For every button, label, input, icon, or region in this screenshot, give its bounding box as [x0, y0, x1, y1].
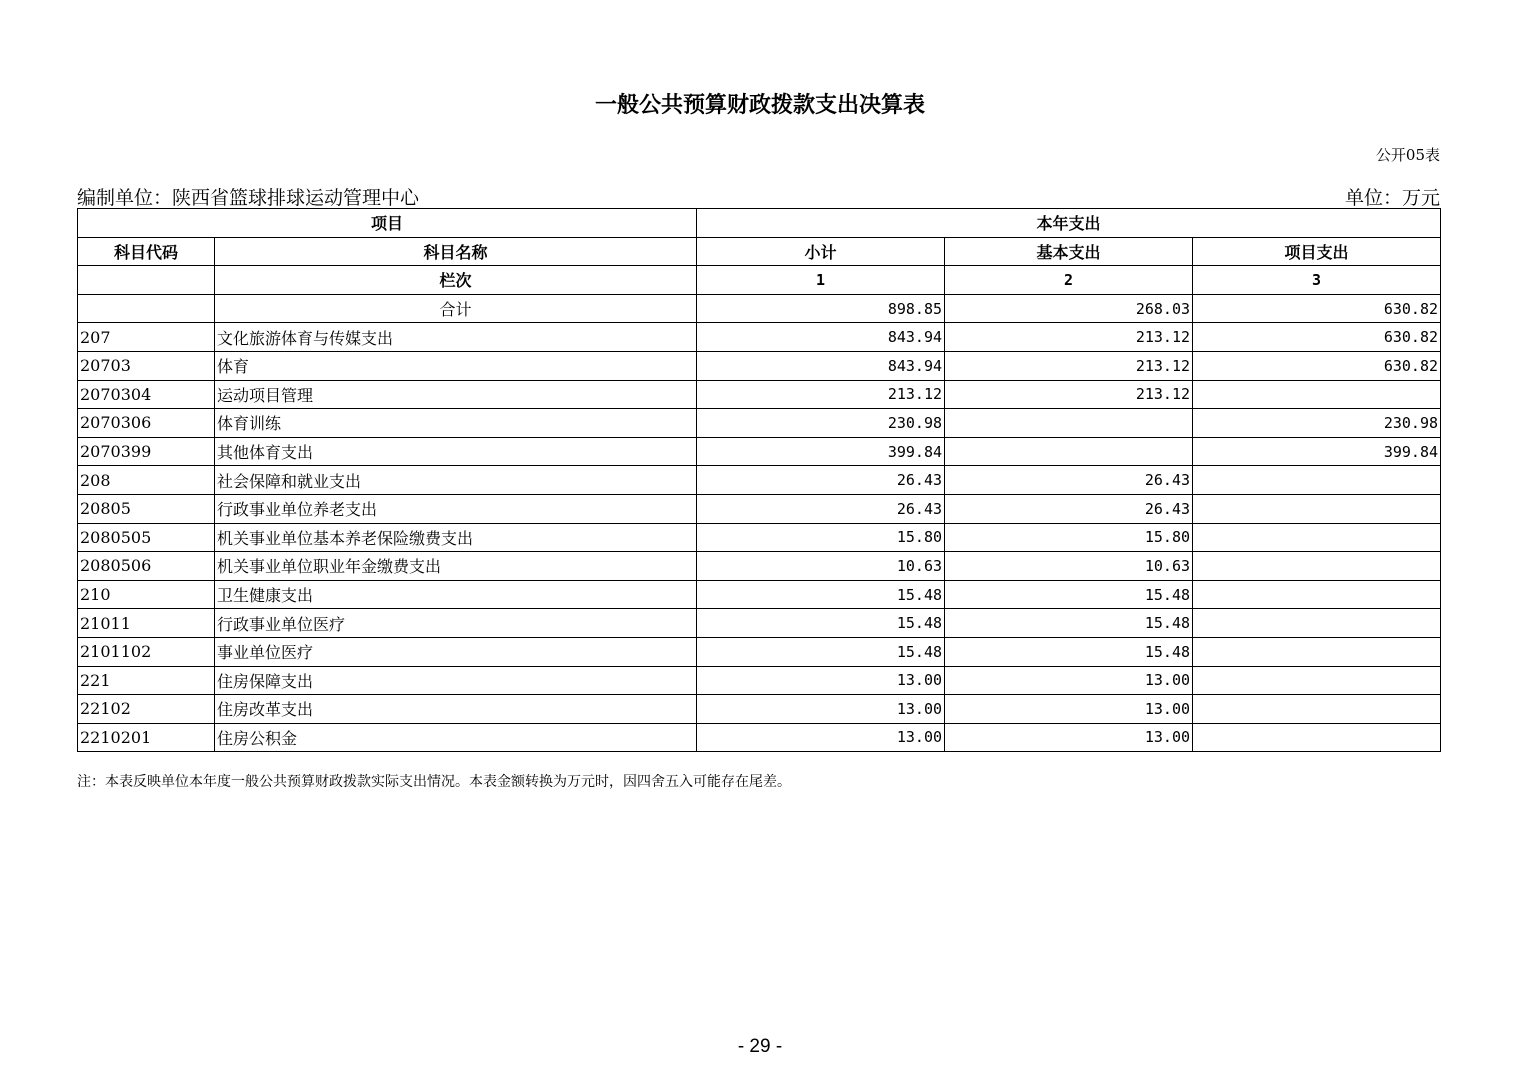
compiling-unit: 编制单位：陕西省篮球排球运动管理中心 [77, 187, 420, 209]
total-label: 合计 [215, 294, 697, 323]
row-code: 2210201 [78, 723, 215, 752]
row-subtotal: 26.43 [697, 494, 945, 523]
row-name: 住房公积金 [215, 723, 697, 752]
row-name: 体育训练 [215, 409, 697, 438]
table-row [78, 323, 1441, 352]
row-name: 事业单位医疗 [215, 637, 697, 666]
table-row [78, 409, 1441, 438]
total-project: 630.82 [1193, 294, 1441, 323]
row-project [1193, 552, 1441, 581]
row-code: 221 [78, 666, 215, 695]
row-subtotal: 13.00 [697, 695, 945, 724]
header-project: 项目 [78, 209, 697, 238]
row-project [1193, 380, 1441, 409]
row-subtotal: 15.48 [697, 637, 945, 666]
row-project [1193, 637, 1441, 666]
row-project [1193, 523, 1441, 552]
row-project [1193, 466, 1441, 495]
table-row [78, 723, 1441, 752]
row-code: 20805 [78, 494, 215, 523]
row-project: 399.84 [1193, 437, 1441, 466]
row-code: 2070304 [78, 380, 215, 409]
row-subtotal: 399.84 [697, 437, 945, 466]
row-code: 2070399 [78, 437, 215, 466]
row-name: 卫生健康支出 [215, 580, 697, 609]
row-project [1193, 609, 1441, 638]
row-subtotal: 15.48 [697, 609, 945, 638]
row-basic: 13.00 [945, 695, 1193, 724]
row-basic: 13.00 [945, 723, 1193, 752]
row-code: 20703 [78, 351, 215, 380]
row-basic [945, 437, 1193, 466]
row-basic: 15.80 [945, 523, 1193, 552]
total-basic: 268.03 [945, 294, 1193, 323]
page-title: 一般公共预算财政拨款支出决算表 [594, 93, 925, 118]
row-code: 2080505 [78, 523, 215, 552]
header-name: 科目名称 [215, 237, 697, 266]
row-name: 其他体育支出 [215, 437, 697, 466]
row-name: 住房改革支出 [215, 695, 697, 724]
expenditure-table [77, 208, 1441, 752]
row-project [1193, 695, 1441, 724]
row-project [1193, 494, 1441, 523]
header-code: 科目代码 [78, 237, 215, 266]
row-basic: 10.63 [945, 552, 1193, 581]
row-subtotal: 15.80 [697, 523, 945, 552]
index-blank [78, 266, 215, 295]
row-project [1193, 666, 1441, 695]
row-subtotal: 10.63 [697, 552, 945, 581]
row-name: 机关事业单位基本养老保险缴费支出 [215, 523, 697, 552]
row-name: 住房保障支出 [215, 666, 697, 695]
row-basic: 213.12 [945, 351, 1193, 380]
row-name: 行政事业单位养老支出 [215, 494, 697, 523]
row-subtotal: 13.00 [697, 723, 945, 752]
total-row [78, 294, 1441, 323]
row-basic: 26.43 [945, 466, 1193, 495]
row-name: 机关事业单位职业年金缴费支出 [215, 552, 697, 581]
row-subtotal: 213.12 [697, 380, 945, 409]
table-row [78, 351, 1441, 380]
header-current-year: 本年支出 [697, 209, 1441, 238]
table-row [78, 552, 1441, 581]
row-code: 21011 [78, 609, 215, 638]
table-row [78, 437, 1441, 466]
row-subtotal: 13.00 [697, 666, 945, 695]
row-code: 210 [78, 580, 215, 609]
row-name: 文化旅游体育与传媒支出 [215, 323, 697, 352]
form-code: 公开05表 [1375, 146, 1440, 164]
footnote: 注：本表反映单位本年度一般公共预算财政拨款实际支出情况。本表金额转换为万元时，因四舍五入可能存在尾差。 [77, 774, 791, 790]
table-row [78, 494, 1441, 523]
row-basic: 26.43 [945, 494, 1193, 523]
row-basic: 13.00 [945, 666, 1193, 695]
row-project: 230.98 [1193, 409, 1441, 438]
row-project: 630.82 [1193, 323, 1441, 352]
table-row [78, 523, 1441, 552]
row-basic [945, 409, 1193, 438]
row-code: 2070306 [78, 409, 215, 438]
row-subtotal: 843.94 [697, 351, 945, 380]
header-row-2 [78, 237, 1441, 266]
row-code: 208 [78, 466, 215, 495]
row-name: 运动项目管理 [215, 380, 697, 409]
table-row [78, 380, 1441, 409]
column-index-1: 1 [697, 266, 945, 295]
row-name: 体育 [215, 351, 697, 380]
row-subtotal: 230.98 [697, 409, 945, 438]
currency-unit: 单位：万元 [1344, 187, 1440, 209]
column-index-3: 3 [1193, 266, 1441, 295]
header-row-1 [78, 209, 1441, 238]
row-basic: 15.48 [945, 637, 1193, 666]
table-row [78, 580, 1441, 609]
column-index-2: 2 [945, 266, 1193, 295]
header-row-index [78, 266, 1441, 295]
row-code: 2101102 [78, 637, 215, 666]
header-project-expenditure: 项目支出 [1193, 237, 1441, 266]
row-basic: 213.12 [945, 323, 1193, 352]
row-code: 207 [78, 323, 215, 352]
row-name: 行政事业单位医疗 [215, 609, 697, 638]
row-subtotal: 26.43 [697, 466, 945, 495]
table-row [78, 695, 1441, 724]
table-row [78, 466, 1441, 495]
row-project: 630.82 [1193, 351, 1441, 380]
header-basic: 基本支出 [945, 237, 1193, 266]
page-number: - 29 - [737, 1036, 783, 1057]
row-basic: 15.48 [945, 609, 1193, 638]
table-row [78, 609, 1441, 638]
column-label: 栏次 [215, 266, 697, 295]
total-subtotal: 898.85 [697, 294, 945, 323]
header-subtotal: 小计 [697, 237, 945, 266]
row-code: 22102 [78, 695, 215, 724]
row-code: 2080506 [78, 552, 215, 581]
row-project [1193, 723, 1441, 752]
row-project [1193, 580, 1441, 609]
row-name: 社会保障和就业支出 [215, 466, 697, 495]
total-blank [78, 294, 215, 323]
table-row [78, 666, 1441, 695]
row-subtotal: 843.94 [697, 323, 945, 352]
row-basic: 213.12 [945, 380, 1193, 409]
row-subtotal: 15.48 [697, 580, 945, 609]
table-row [78, 637, 1441, 666]
row-basic: 15.48 [945, 580, 1193, 609]
